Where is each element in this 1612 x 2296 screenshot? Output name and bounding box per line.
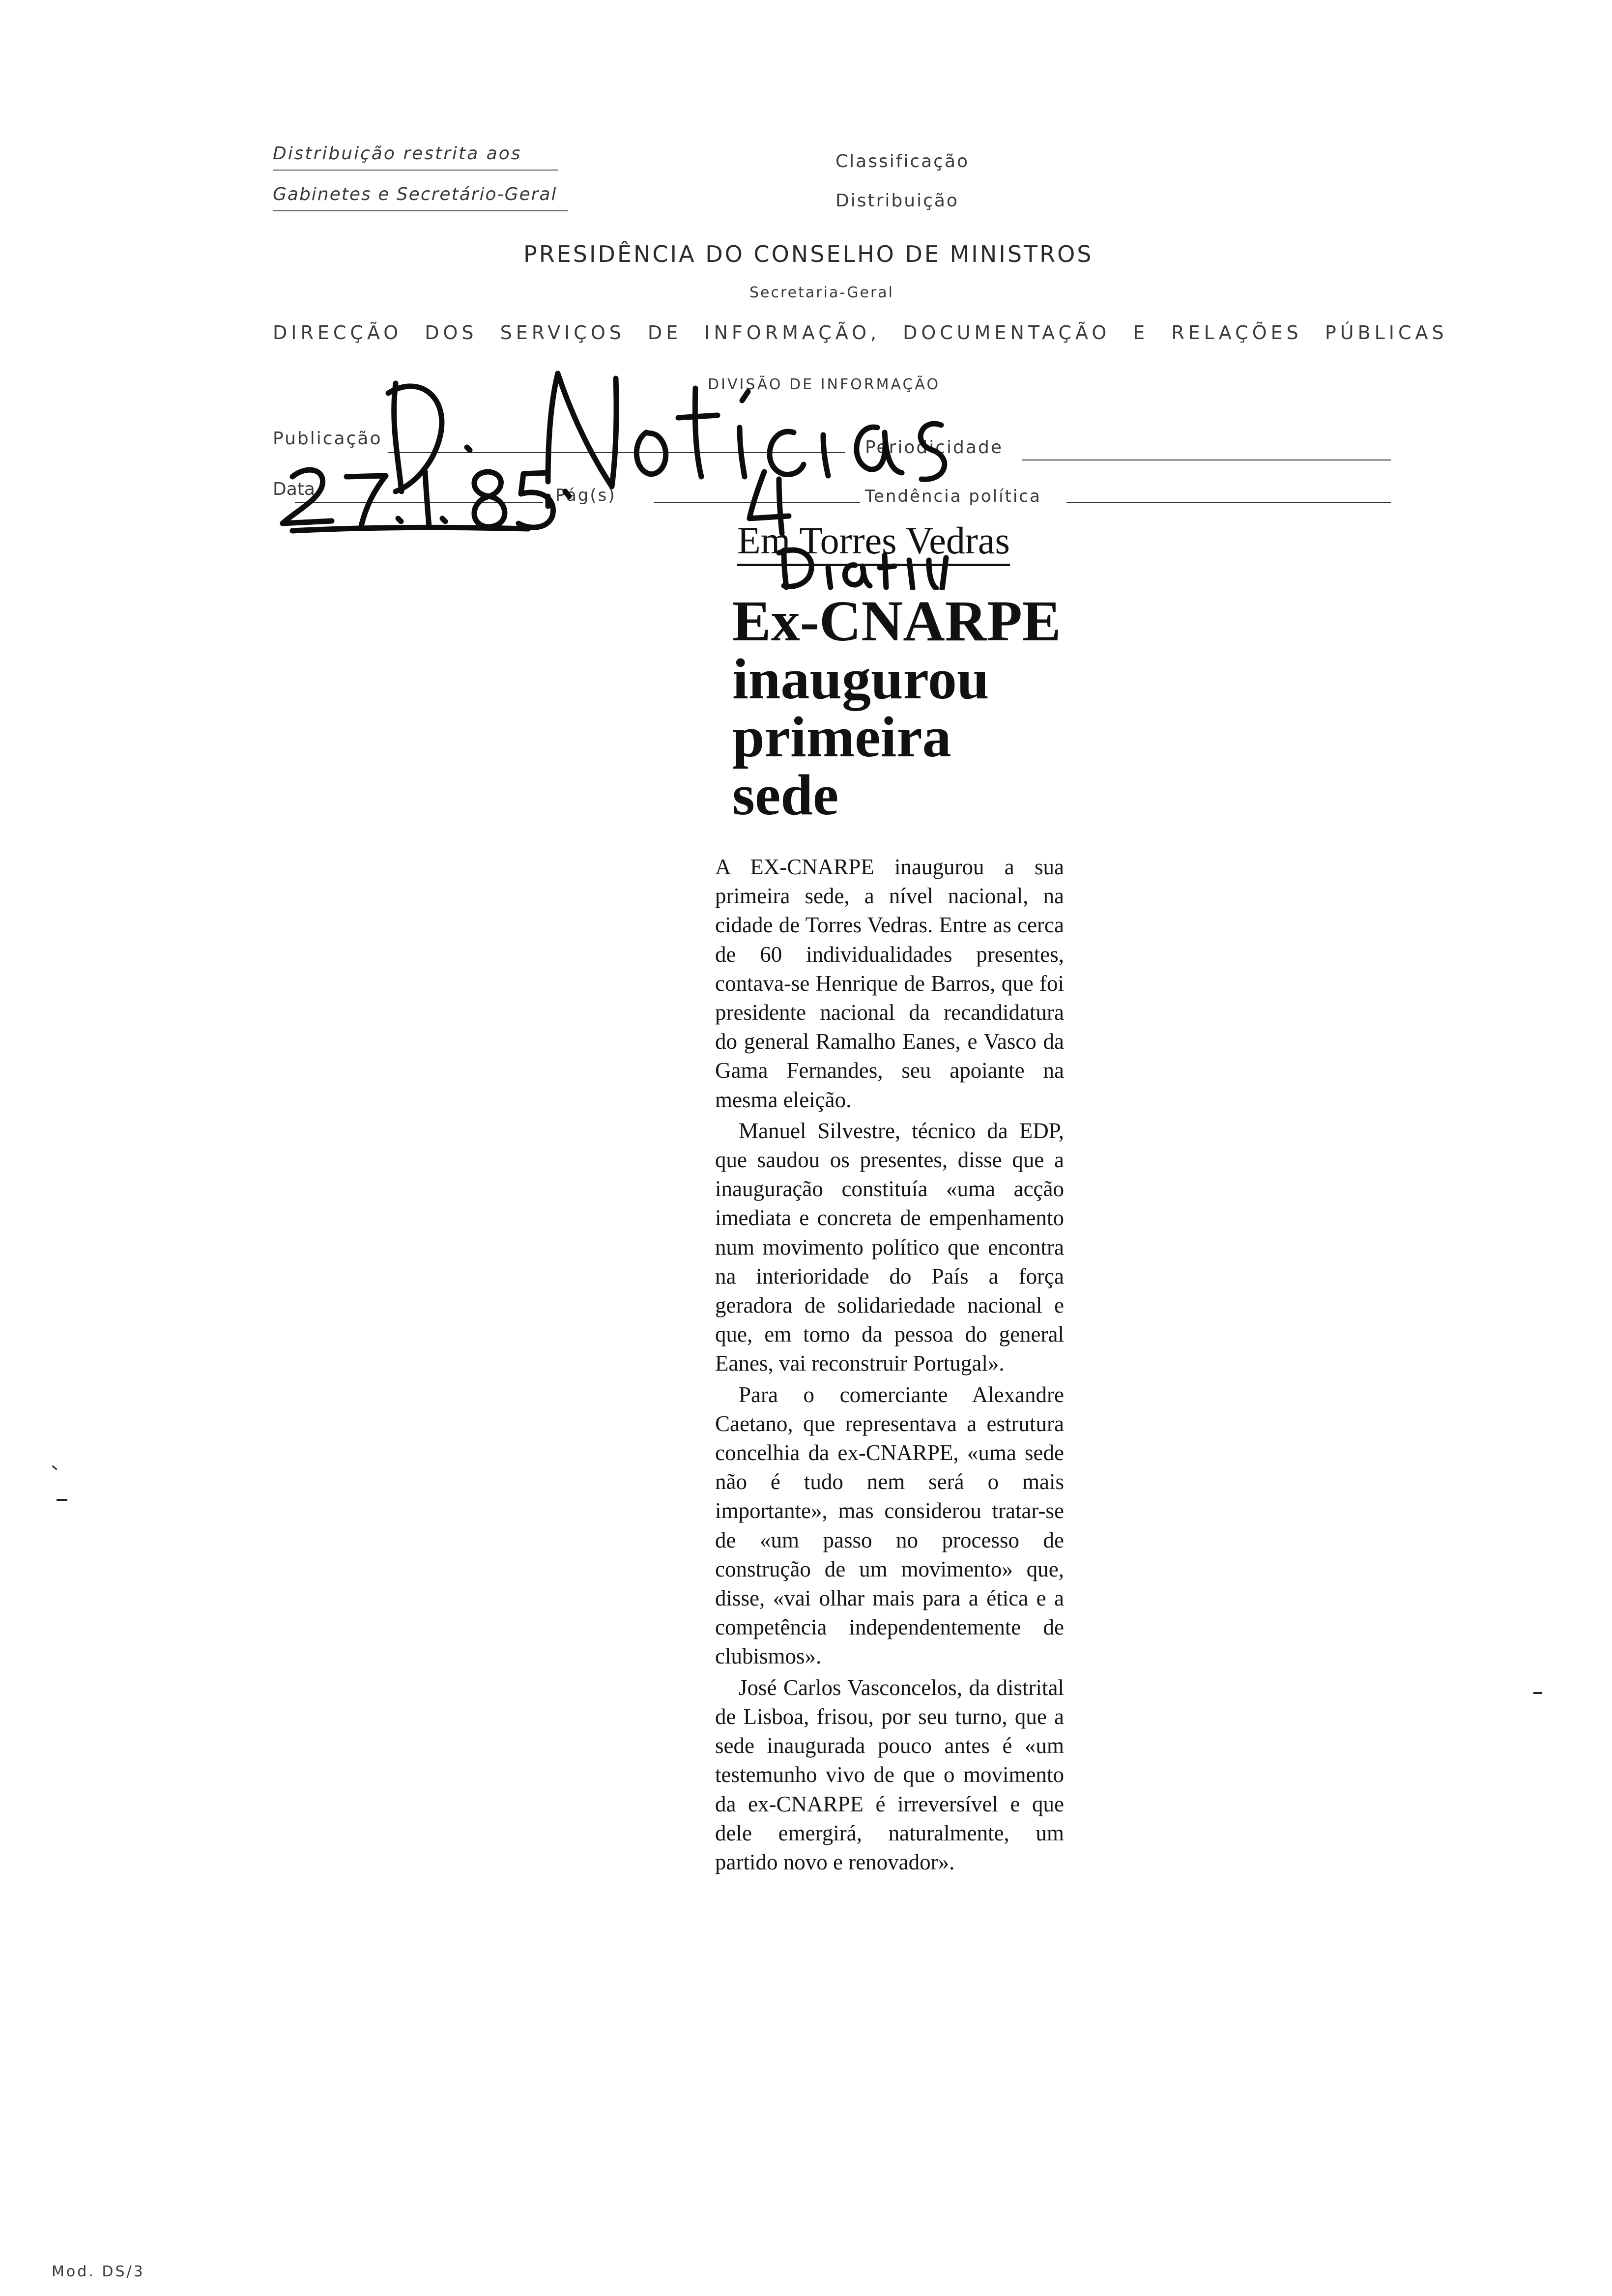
scan-speck	[57, 1499, 67, 1501]
periodicity-field-line	[1022, 459, 1391, 460]
office-title: PRESIDÊNCIA DO CONSELHO DE MINISTROS	[523, 241, 1094, 267]
secretariat-subtitle: Secretaria-Geral	[749, 284, 894, 301]
article-paragraph-2: Manuel Silvestre, técnico da EDP, que saudou os presentes, disse que a inauguração constituía «uma acção imediata e concreta de empenhamento num movimento político que encontra na interioridade do País a força geradora de solidariedade nacional e que, em torno da pessoa do general Eanes, vai reconstruir Portugal».	[715, 1118, 1064, 1376]
article-body	[715, 853, 1064, 1879]
classification-label: Classificação	[835, 151, 970, 172]
distribution-note-line1: Distribuição restrita aos	[273, 144, 522, 164]
date-label: Data	[273, 479, 315, 499]
pages-label: Pág(s)	[555, 486, 616, 505]
publication-label: Publicação	[273, 429, 382, 449]
article-paragraph-4: José Carlos Vasconcelos, da distrital de Lisboa, frisou, por seu turno, que a sede inaugurada pouco antes é «um testemunho vivo de que o movimento da ex-CNARPE é irreversível e que dele emergirá, naturalmente, um partido novo e renovador».	[715, 1675, 1064, 1874]
headline-line-1: Ex-CNARPE	[732, 589, 1061, 653]
article-paragraph-1: A EX-CNARPE inaugurou a sua primeira sede, a nível nacional, na cidade de Torres Vedras. Entre as cerca de 60 individualidades presentes, contava-se Henrique de Barros, que foi presidente nacional da recandidatura do general Ramalho Eanes, e Vasco da Gama Fernandes, seu apoiante na mesma eleição.	[715, 855, 1064, 1112]
headline-line-4: sede	[732, 763, 839, 827]
article-paragraph-3: Para o comerciante Alexandre Caetano, que representava a estrutura concelhia da ex-CNARPE, «uma sede não é tudo nem será o mais importante», mas considerou tratar-se de «um passo no processo de construção de um movimento» que, disse, «vai olhar mais para a ética e a competência independentemente de clubismos».	[715, 1382, 1064, 1669]
headline-line-2: inaugurou	[732, 647, 989, 711]
scan-speck	[1533, 1692, 1542, 1694]
distribution-label: Distribuição	[835, 191, 959, 211]
article-headline	[732, 589, 1086, 827]
distribution-note-line2: Gabinetes e Secretário-Geral	[273, 184, 557, 204]
scan-speck	[52, 1465, 57, 1470]
article-kicker: Em Torres Vedras	[737, 518, 1010, 566]
political-tendency-label: Tendência política	[865, 487, 1041, 506]
distribution-underline-1	[273, 170, 558, 171]
political-tendency-field-line	[1066, 502, 1391, 503]
distribution-underline-2	[273, 210, 568, 211]
headline-line-3: primeira	[732, 705, 951, 769]
directorate-line: DIRECÇÃO DOS SERVIÇOS DE INFORMAÇÃO, DOCUMENTAÇÃO E RELAÇÕES PÚBLICAS	[273, 322, 1448, 344]
division-line: DIVISÃO DE INFORMAÇÃO	[708, 376, 941, 393]
periodicity-label: Periodicidade	[865, 437, 1003, 458]
form-code: Mod. DS/3	[52, 2263, 145, 2280]
